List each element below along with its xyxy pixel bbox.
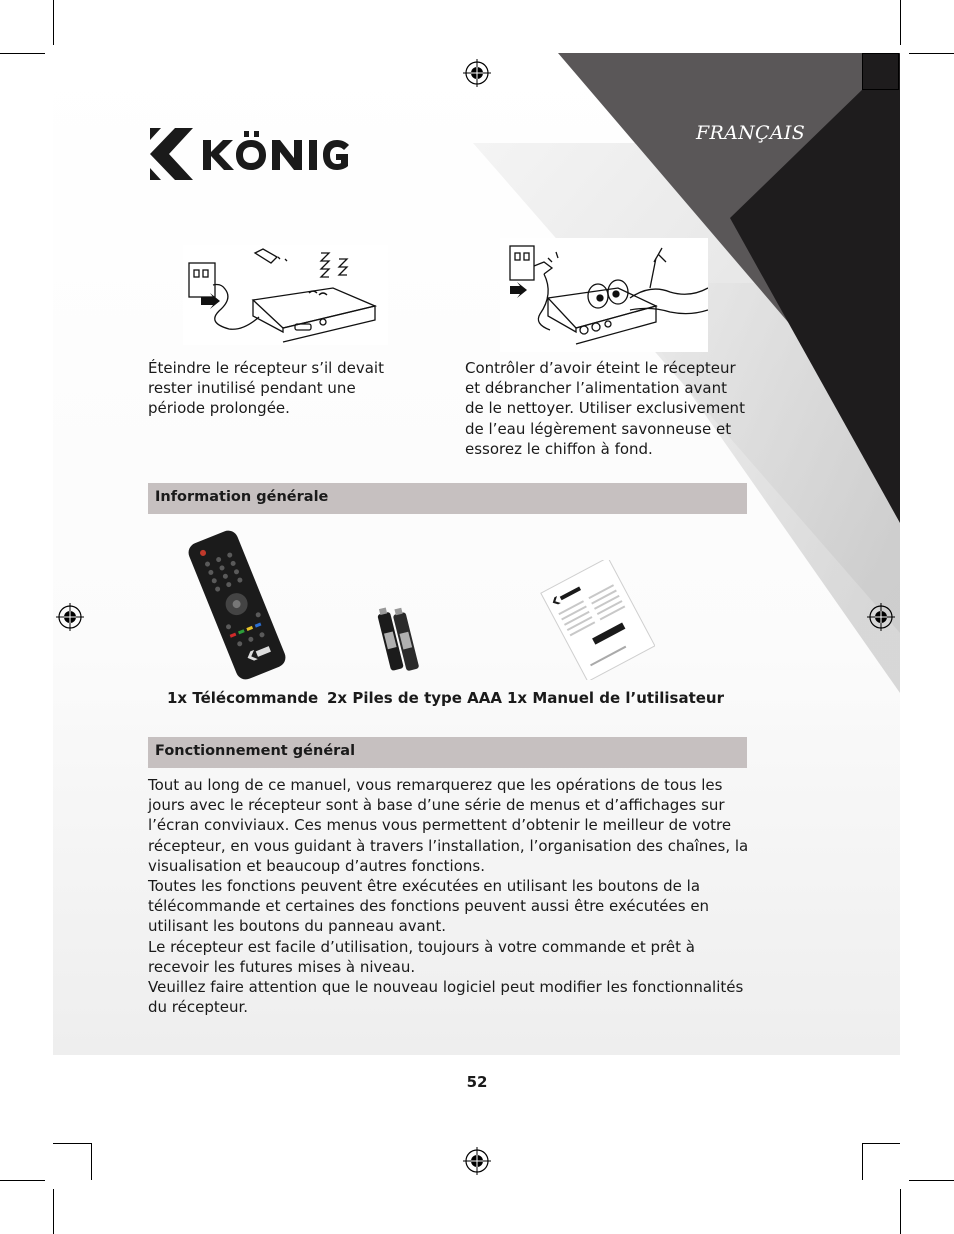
paragraph: Tout au long de ce manuel, vous remarquerez que les opérations de tous les jours avec le récepteur sont à base d’une série de menus et d’affichages sur l’écran conviviaux. Ces menus vous permettent d’obtenir le meilleur de votre récepteur, en vous guidant à travers l’installation, l’organisation des chaînes, la visualisation et beaucoup d’autres fonctions. <box>148 776 749 875</box>
crop-mark <box>0 1180 45 1181</box>
general-operation-text <box>148 775 752 1017</box>
caption-batteries: 2x Piles de type AAA <box>327 689 502 707</box>
registration-mark <box>56 603 84 631</box>
safety-note-idle: Éteindre le récepteur s’il devait rester inutilisé pendant une période prolongée. <box>148 359 384 418</box>
remote-control-image <box>175 530 300 680</box>
batteries-image <box>370 600 430 680</box>
caption-remote: 1x Télécommande <box>167 689 319 707</box>
crop-mark <box>862 1143 900 1144</box>
illustration-unplug-idle <box>183 245 388 345</box>
registration-mark <box>463 59 491 87</box>
section-header-general-info <box>148 483 747 514</box>
crop-mark <box>900 0 901 45</box>
paragraph: Le récepteur est facile d’utilisation, toujours à votre commande et prêt à recevoir les futures mises à niveau. <box>148 937 695 976</box>
crop-mark <box>909 1180 954 1181</box>
crop-mark <box>53 1143 91 1144</box>
crop-mark <box>0 53 45 54</box>
safety-note-cleaning: Contrôler d’avoir éteint le récepteur et débrancher l’alimentation avant de le nettoyer. Utiliser exclusivement de l’eau légèrement savonneuse et essorez le chiffon à fond. <box>465 359 745 458</box>
section-header-general-operation <box>148 737 747 768</box>
user-manual-image <box>540 560 655 680</box>
section-title: Information générale <box>155 489 329 505</box>
language-label: FRANÇAIS <box>696 122 806 144</box>
konig-logo <box>147 126 353 182</box>
crop-mark <box>862 1143 863 1180</box>
crop-mark <box>53 0 54 45</box>
paragraph: Toutes les fonctions peuvent être exécutées en utilisant les boutons de la télécommande et certaines des fonctions peuvent aussi être exécutées en utilisant les boutons du panneau avant. <box>148 877 710 936</box>
registration-mark <box>867 603 895 631</box>
corner-box <box>862 53 899 90</box>
caption-manual: 1x Manuel de l’utilisateur <box>507 689 724 707</box>
illustration-cleaning <box>500 238 708 352</box>
paragraph: Veuillez faire attention que le nouveau logiciel peut modifier les fonctionnalités du récepteur. <box>148 978 744 1017</box>
registration-mark <box>463 1147 491 1175</box>
crop-mark <box>53 1189 54 1234</box>
page-number: 52 <box>466 1073 488 1091</box>
crop-mark <box>900 1189 901 1234</box>
crop-mark <box>909 53 954 54</box>
section-title: Fonctionnement général <box>155 743 356 759</box>
crop-mark <box>91 1143 92 1180</box>
